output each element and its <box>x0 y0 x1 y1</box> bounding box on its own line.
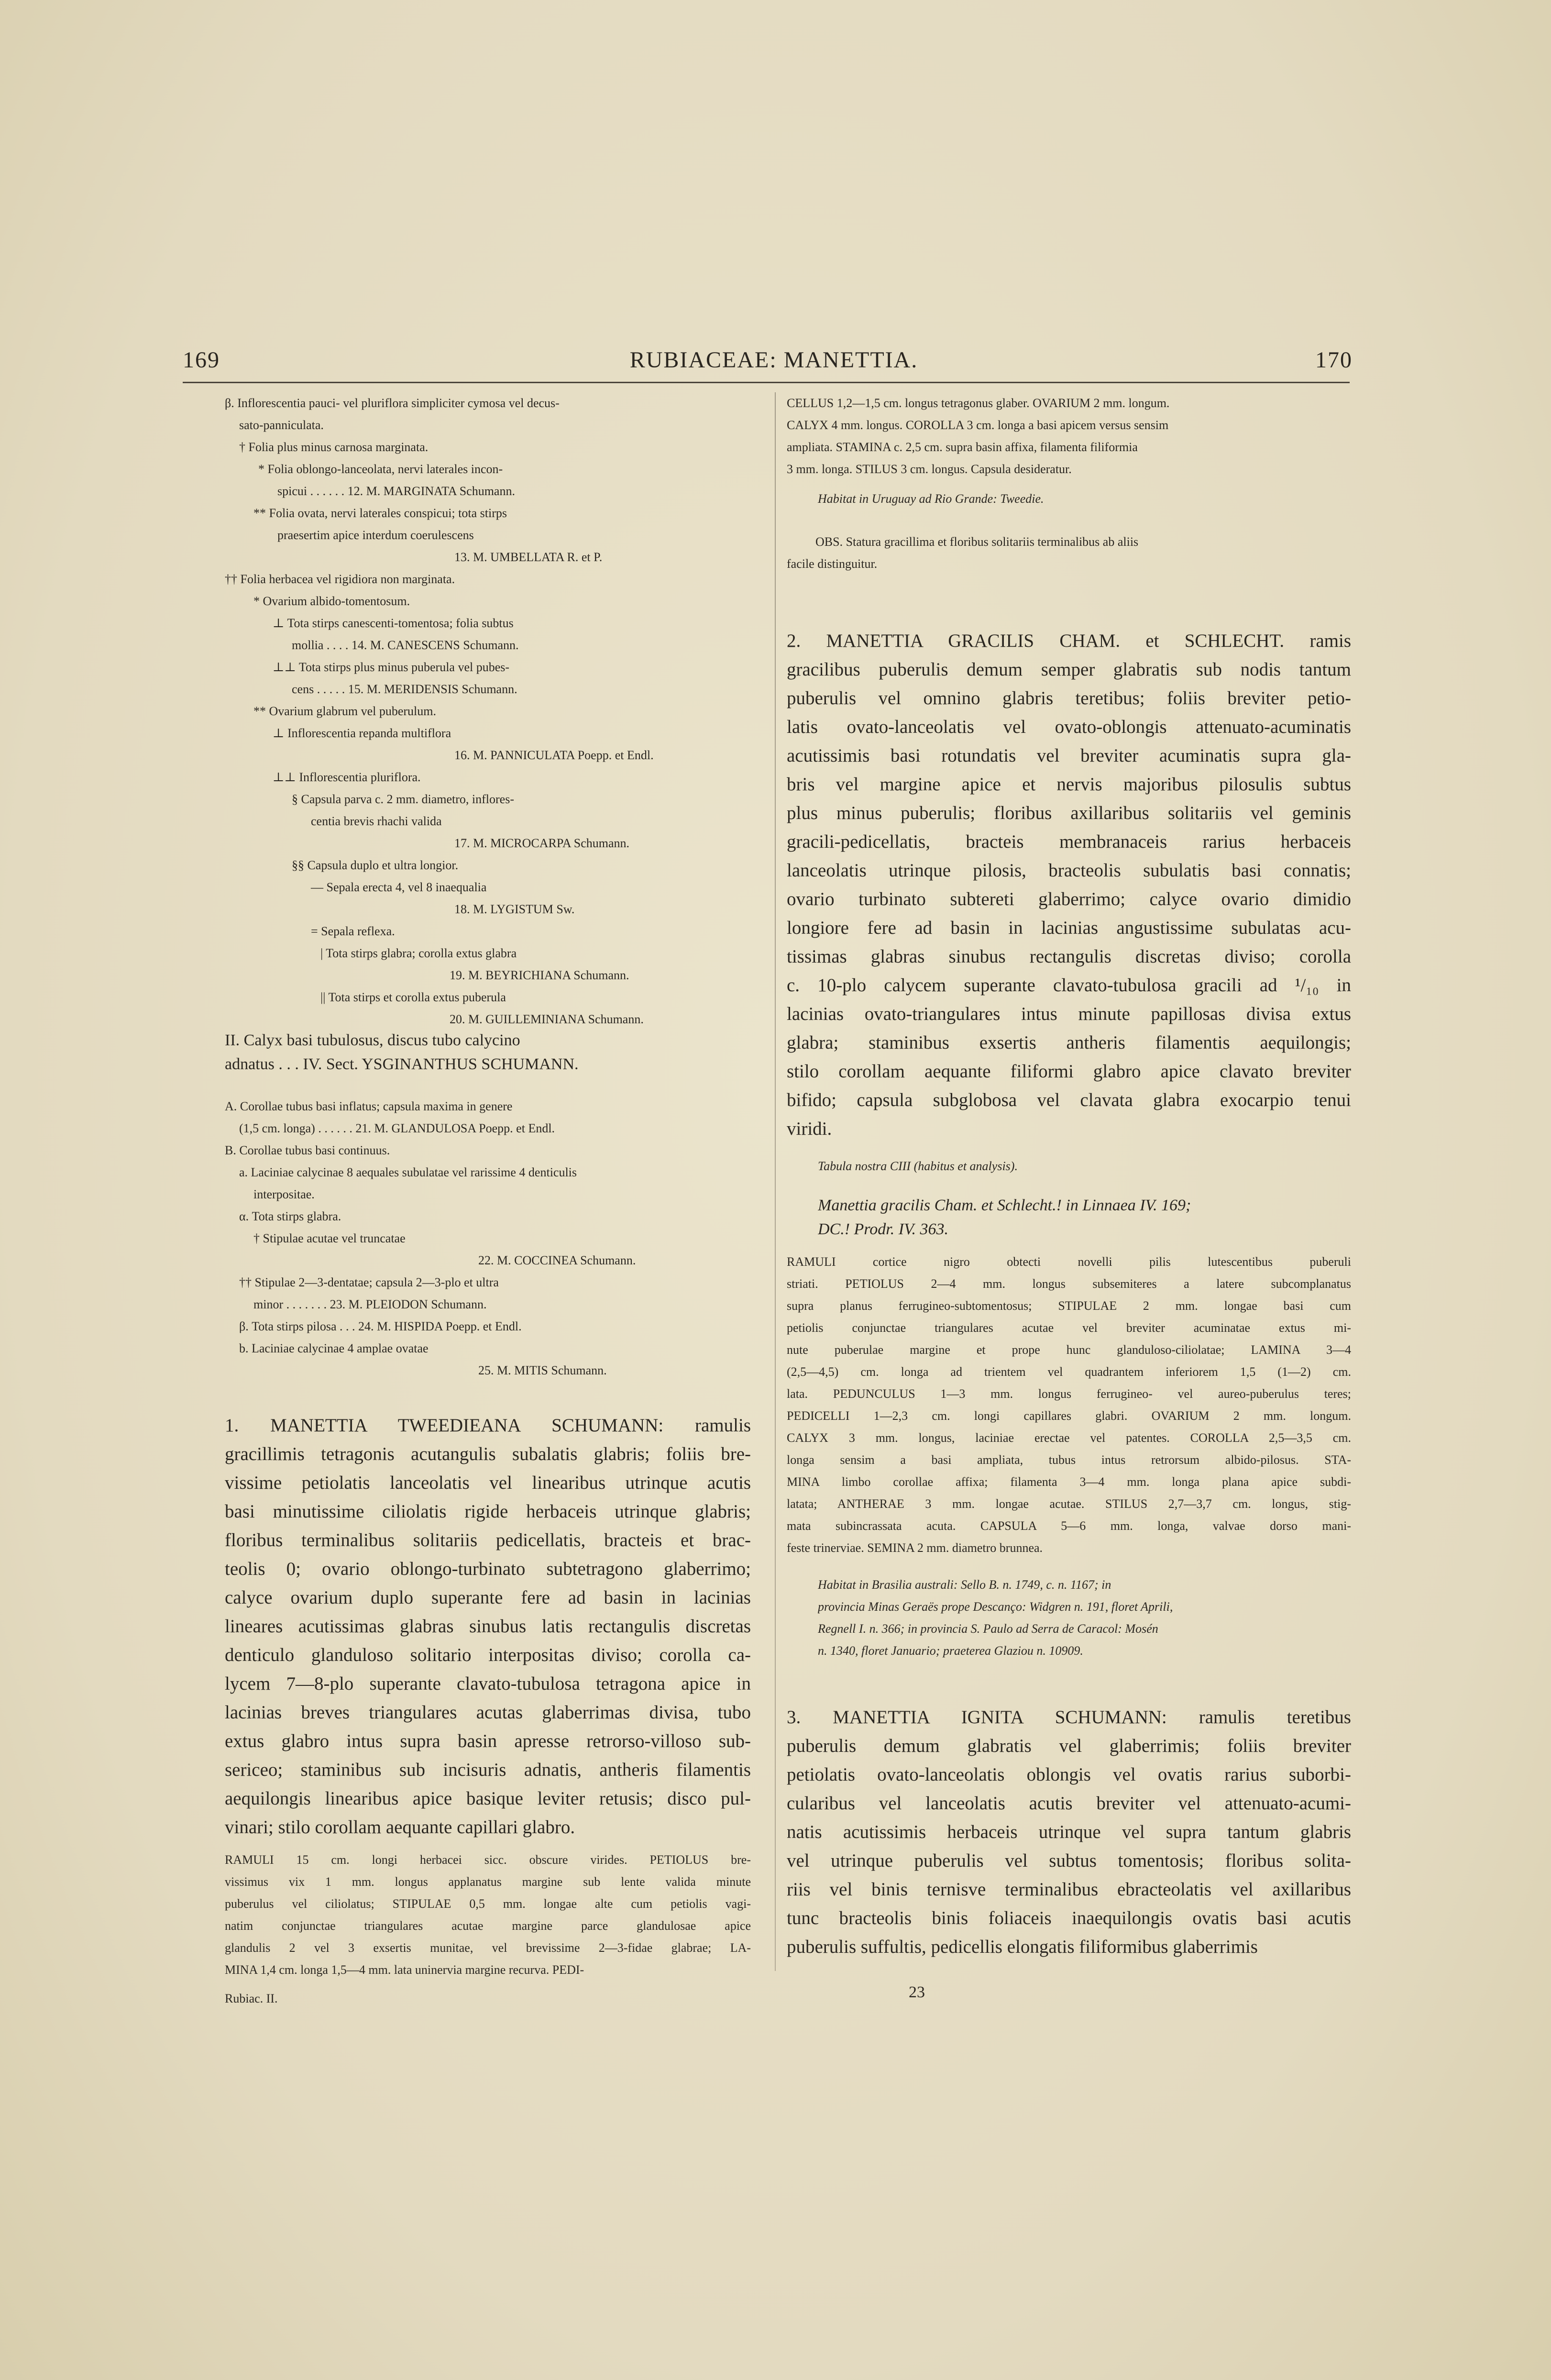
key-line: ⊥⊥ Tota stirps plus minus puberula vel pubes- <box>273 660 510 674</box>
diagnosis-line: lanceolatis utrinque pilosis, bracteolis subulatis basi connatis; <box>787 860 1351 881</box>
note-line: facile distinguitur. <box>787 557 878 571</box>
key-line: A. Corollae tubus basi inflatus; capsula maxima in genere <box>225 1099 513 1113</box>
diagnosis-line: c. 10-plo calycem superante clavato-tubulosa gracili ad ¹/₁₀ in <box>787 975 1351 996</box>
key-line: minor . . . . . . . 23. M. PLEIODON Schumann. <box>253 1297 487 1311</box>
left-column <box>225 392 760 1030</box>
description-line: mata subincrassata acuta. CAPSULA 5—6 mm. longa, valvae dorso mani- <box>787 1519 1351 1533</box>
species-3-diagnosis <box>787 1703 1351 1961</box>
description-line: MINA 1,4 cm. longa 1,5—4 mm. lata uninervia margine recurva. PEDI- <box>225 1963 584 1977</box>
literature-reference <box>818 1194 1349 1241</box>
key-line: ⊥⊥ Inflorescentia pluriflora. <box>273 770 421 784</box>
key-line: spicui . . . . . . 12. M. MARGINATA Schumann. <box>277 484 515 498</box>
diagnosis-line: vel utrinque puberulis vel subtus tomentosis; floribus solita- <box>787 1850 1351 1871</box>
diagnosis-line: ovario turbinato subtereti glaberrimo; calyce ovario dimidio <box>787 889 1351 909</box>
diagnosis-line: tissimas glabras sinubus rectangulis discretas diviso; corolla <box>787 946 1351 967</box>
key-line: * Folia oblongo-lanceolata, nervi laterales incon- <box>258 462 503 476</box>
diagnosis-line: basi minutissime ciliolatis rigide herbaceis utrinque glabris; <box>225 1501 751 1522</box>
description-line: (2,5—4,5) cm. longa ad trientem vel quadrantem inferiorem 1,5 (1—2) cm. <box>787 1365 1351 1379</box>
signature-number: 23 <box>909 1983 925 2001</box>
species-1-description-cont <box>787 392 1351 480</box>
running-title: RUBIACEAE: MANETTIA. <box>629 347 918 373</box>
key-line: praesertim apice interdum coerulescens <box>277 528 474 542</box>
description-line: puberulus vel ciliolatus; STIPULAE 0,5 mm. longae alte cum petiolis vagi- <box>225 1897 751 1911</box>
key-line: β. Inflorescentia pauci- vel pluriflora simpliciter cymosa vel decus- <box>225 396 560 410</box>
key-line: interpositae. <box>253 1187 315 1201</box>
habitat-2 <box>818 1574 1349 1662</box>
header-rule <box>183 382 1350 383</box>
key-line: mollia . . . . 14. M. CANESCENS Schumann. <box>292 638 519 652</box>
description-line: CELLUS 1,2—1,5 cm. longus tetragonus glaber. OVARIUM 2 mm. longum. <box>787 396 1170 410</box>
diagnosis-line: aequilongis linearibus apice basique leviter retusis; disco pul- <box>225 1788 751 1809</box>
diagnosis-line: vinari; stilo corollam aequante capillari glabro. <box>225 1817 575 1838</box>
habitat-line: n. 1340, floret Januario; praeterea Glaziou n. 10909. <box>818 1644 1083 1658</box>
diagnosis-line: stilo corollam aequante filiformi glabro apice clavato breviter <box>787 1061 1351 1082</box>
section-heading <box>225 1029 760 1076</box>
key-line: † Stipulae acutae vel truncatae <box>253 1231 406 1245</box>
diagnosis-line: 2. MANETTIA GRACILIS CHAM. et SCHLECHT. ramis <box>787 631 1351 651</box>
diagnosis-line: viridi. <box>787 1118 832 1139</box>
reference-line: DC.! Prodr. IV. 363. <box>818 1220 948 1238</box>
footer-signature: Rubiac. II. <box>225 1992 278 2005</box>
diagnosis-line: longiore fere ad basin in lacinias angustissime subulatas acu- <box>787 918 1351 938</box>
key-line: — Sepala erecta 4, vel 8 inaequalia <box>311 880 487 894</box>
observation-note <box>787 531 1351 575</box>
diagnosis-line: lacinias ovato-triangulares intus minute papillosas divisa extus <box>787 1004 1351 1024</box>
diagnosis-line: acutissimis basi rotundatis vel breviter acuminatis supra gla- <box>787 745 1351 766</box>
key-line: 18. M. LYGISTUM Sw. <box>454 902 575 916</box>
diagnosis-line: bifido; capsula subglobosa vel clavata glabra exocarpio tenui <box>787 1090 1351 1110</box>
diagnosis-line: 3. MANETTIA IGNITA SCHUMANN: ramulis teretibus <box>787 1707 1351 1727</box>
diagnosis-line: natis acutissimis herbaceis utrinque vel supra tantum glabris <box>787 1822 1351 1842</box>
habitat-1: Habitat in Uruguay ad Rio Grande: Tweedie. <box>818 492 1044 506</box>
description-line: RAMULI 15 cm. longi herbacei sicc. obscure virides. PETIOLUS bre- <box>225 1853 751 1867</box>
diagnosis-line: lycem 7—8-plo superante clavato-tubulosa tetragona apice in <box>225 1673 751 1694</box>
description-line: nute puberulae margine et prope hunc glanduloso-ciliolatae; LAMINA 3—4 <box>787 1343 1351 1357</box>
diagnosis-line: tunc bracteolis binis foliaceis inaequilongis ovatis basi acutis <box>787 1908 1351 1928</box>
identification-key-2 <box>225 1096 760 1382</box>
page-number-right: 170 <box>1315 347 1353 373</box>
diagnosis-line: riis vel binis ternisve terminalibus ebracteolatis vel axillaribus <box>787 1879 1351 1900</box>
key-line: (1,5 cm. longa) . . . . . . 21. M. GLANDULOSA Poepp. et Endl. <box>239 1121 555 1135</box>
plate-reference: Tabula nostra CIII (habitus et analysis). <box>818 1159 1018 1173</box>
diagnosis-line: teolis 0; ovario oblongo-turbinato subtetragono glaberrimo; <box>225 1559 751 1579</box>
species-2-description <box>787 1251 1351 1559</box>
description-line: CALYX 4 mm. longus. COROLLA 3 cm. longa a basi apicem versus sensim <box>787 418 1169 432</box>
key-line: || Tota stirps et corolla extus puberula <box>320 990 506 1004</box>
description-line: feste trinerviae. SEMINA 2 mm. diametro brunnea. <box>787 1541 1043 1555</box>
key-line: ⊥ Inflorescentia repanda multiflora <box>273 726 451 740</box>
diagnosis-line: 1. MANETTIA TWEEDIEANA SCHUMANN: ramulis <box>225 1415 751 1436</box>
section-line: II. Calyx basi tubulosus, discus tubo calycino <box>225 1031 520 1049</box>
section-line: adnatus . . . IV. Sect. YSGINANTHUS SCHUMANN. <box>225 1055 579 1073</box>
diagnosis-line: puberulis suffultis, pedicellis elongatis filiformibus glaberrimis <box>787 1937 1258 1957</box>
key-line: ⊥ Tota stirps canescenti-tomentosa; folia subtus <box>273 616 514 630</box>
diagnosis-line: extus glabro intus supra basin apresse retrorso-villoso sub- <box>225 1731 751 1751</box>
key-line: β. Tota stirps pilosa . . . 24. M. HISPIDA Poepp. et Endl. <box>239 1319 522 1333</box>
key-line: cens . . . . . 15. M. MERIDENSIS Schumann. <box>292 682 517 696</box>
diagnosis-line: floribus terminalibus solitariis pedicellatis, bracteis et brac- <box>225 1530 751 1550</box>
diagnosis-line: denticulo glanduloso solitario interpositas diviso; corolla ca- <box>225 1645 751 1665</box>
key-line: 22. M. COCCINEA Schumann. <box>478 1253 636 1267</box>
key-line: †† Folia herbacea vel rigidiora non marginata. <box>225 572 455 586</box>
column-divider <box>775 392 776 1971</box>
description-line: CALYX 3 mm. longus, laciniae erectae vel patentes. COROLLA 2,5—3,5 cm. <box>787 1431 1351 1445</box>
key-line: 20. M. GUILLEMINIANA Schumann. <box>450 1012 644 1026</box>
habitat-line: Regnell I. n. 366; in provincia S. Paulo ad Serra de Caracol: Mosén <box>818 1622 1158 1636</box>
habitat-line: Habitat in Brasilia australi: Sello B. n. 1749, c. n. 1167; in <box>818 1578 1111 1592</box>
page-number-left: 169 <box>183 347 220 373</box>
key-line: centia brevis rhachi valida <box>311 814 442 828</box>
key-line: 19. M. BEYRICHIANA Schumann. <box>450 968 629 982</box>
description-line: RAMULI cortice nigro obtecti novelli pilis lutescentibus puberuli <box>787 1255 1351 1269</box>
key-line: 16. M. PANNICULATA Poepp. et Endl. <box>454 748 654 762</box>
description-line: petiolis conjunctae triangulares acutae vel breviter acuminatae extus mi- <box>787 1321 1351 1335</box>
species-1-description <box>225 1849 751 1981</box>
description-line: striati. PETIOLUS 2—4 mm. longus subsemiteres a latere subcomplanatus <box>787 1277 1351 1291</box>
key-line: §§ Capsula duplo et ultra longior. <box>292 858 459 872</box>
key-line: a. Laciniae calycinae 8 aequales subulatae vel rarissime 4 denticulis <box>239 1165 577 1179</box>
key-line: α. Tota stirps glabra. <box>239 1209 341 1223</box>
description-line: PEDICELLI 1—2,3 cm. longi capillares glabri. OVARIUM 2 mm. longum. <box>787 1409 1351 1423</box>
reference-line: Manettia gracilis Cham. et Schlecht.! in Linnaea IV. 169; <box>818 1196 1191 1214</box>
species-1-diagnosis <box>225 1411 751 1842</box>
diagnosis-line: lineares acutissimas glabras sinubus latis rectangulis discretas <box>225 1616 751 1637</box>
description-line: natim conjunctae triangulares acutae margine parce glandulosae apice <box>225 1919 751 1933</box>
habitat-line: provincia Minas Geraës prope Descanço: Widgren n. 191, floret Aprili, <box>818 1600 1173 1614</box>
diagnosis-line: gracili-pedicellatis, bracteis membranaceis rarius herbaceis <box>787 831 1351 852</box>
key-line: 25. M. MITIS Schumann. <box>478 1363 607 1377</box>
description-line: 3 mm. longa. STILUS 3 cm. longus. Capsula desideratur. <box>787 462 1072 476</box>
diagnosis-line: calyce ovarium duplo superante fere ad basin in lacinias <box>225 1587 751 1608</box>
description-line: supra planus ferrugineo-subtomentosus; STIPULAE 2 mm. longae basi cum <box>787 1299 1351 1313</box>
diagnosis-line: puberulis demum glabratis vel glaberrimis; foliis breviter <box>787 1736 1351 1756</box>
species-2-diagnosis <box>787 627 1351 1143</box>
key-line: § Capsula parva c. 2 mm. diametro, inflores- <box>292 792 514 806</box>
diagnosis-line: cularibus vel lanceolatis acutis breviter vel attenuato-acumi- <box>787 1793 1351 1814</box>
key-line: ** Folia ovata, nervi laterales conspicui; tota stirps <box>253 506 507 520</box>
key-line: †† Stipulae 2—3-dentatae; capsula 2—3-plo et ultra <box>239 1275 499 1289</box>
key-line: b. Laciniae calycinae 4 amplae ovatae <box>239 1341 429 1355</box>
identification-key <box>225 392 760 1030</box>
description-line: vissimus vix 1 mm. longus applanatus margine sub lente valida minute <box>225 1875 751 1889</box>
diagnosis-line: sericeo; staminibus sub incisuris adnatis, antheris filamentis <box>225 1760 751 1780</box>
diagnosis-line: gracillimis tetragonis acutangulis subalatis glabris; foliis bre- <box>225 1444 751 1464</box>
diagnosis-line: petiolatis ovato-lanceolatis oblongis vel ovatis rarius suborbi- <box>787 1764 1351 1785</box>
key-line: 17. M. MICROCARPA Schumann. <box>454 836 629 850</box>
key-line: | Tota stirps glabra; corolla extus glabra <box>320 946 517 960</box>
key-line: 13. M. UMBELLATA R. et P. <box>454 550 603 564</box>
diagnosis-line: puberulis vel omnino glabris teretibus; foliis breviter petio- <box>787 688 1351 708</box>
diagnosis-line: latis ovato-lanceolatis vel ovato-oblongis attenuato-acuminatis <box>787 717 1351 737</box>
description-line: lata. PEDUNCULUS 1—3 mm. longus ferrugineo- vel aureo-puberulus teres; <box>787 1387 1351 1401</box>
key-line: B. Corollae tubus basi continuus. <box>225 1143 390 1157</box>
diagnosis-line: bris vel margine apice et nervis majoribus pilosulis subtus <box>787 774 1351 795</box>
diagnosis-line: glabra; staminibus exsertis antheris filamentis aequilongis; <box>787 1032 1351 1053</box>
note-line: OBS. Statura gracillima et floribus solitariis terminalibus ab aliis <box>815 535 1139 549</box>
diagnosis-line: vissime petiolatis lanceolatis vel linearibus utrinque acutis <box>225 1472 751 1493</box>
key-line: ** Ovarium glabrum vel puberulum. <box>253 704 436 718</box>
description-line: glandulis 2 vel 3 exsertis munitae, vel brevissime 2—3-fidae glabrae; LA- <box>225 1941 751 1955</box>
diagnosis-line: lacinias breves triangulares acutas glaberrimas divisa, tubo <box>225 1702 751 1723</box>
diagnosis-line: plus minus puberulis; floribus axillaribus solitariis vel geminis <box>787 803 1351 823</box>
description-line: latata; ANTHERAE 3 mm. longae acutae. STILUS 2,7—3,7 cm. longus, stig- <box>787 1497 1351 1511</box>
description-line: MINA limbo corollae affixa; filamenta 3—4 mm. longa plana apice subdi- <box>787 1475 1351 1489</box>
description-line: longa sensim a basi ampliata, tubus intus retrorsum albido-pilosus. STA- <box>787 1453 1351 1467</box>
description-line: ampliata. STAMINA c. 2,5 cm. supra basin affixa, filamenta filiformia <box>787 440 1138 454</box>
key-line: = Sepala reflexa. <box>311 924 395 938</box>
key-line: † Folia plus minus carnosa marginata. <box>239 440 429 454</box>
key-line: sato-panniculata. <box>239 418 324 432</box>
diagnosis-line: gracilibus puberulis demum semper glabratis sub nodis tantum <box>787 659 1351 680</box>
key-line: * Ovarium albido-tomentosum. <box>253 594 410 608</box>
